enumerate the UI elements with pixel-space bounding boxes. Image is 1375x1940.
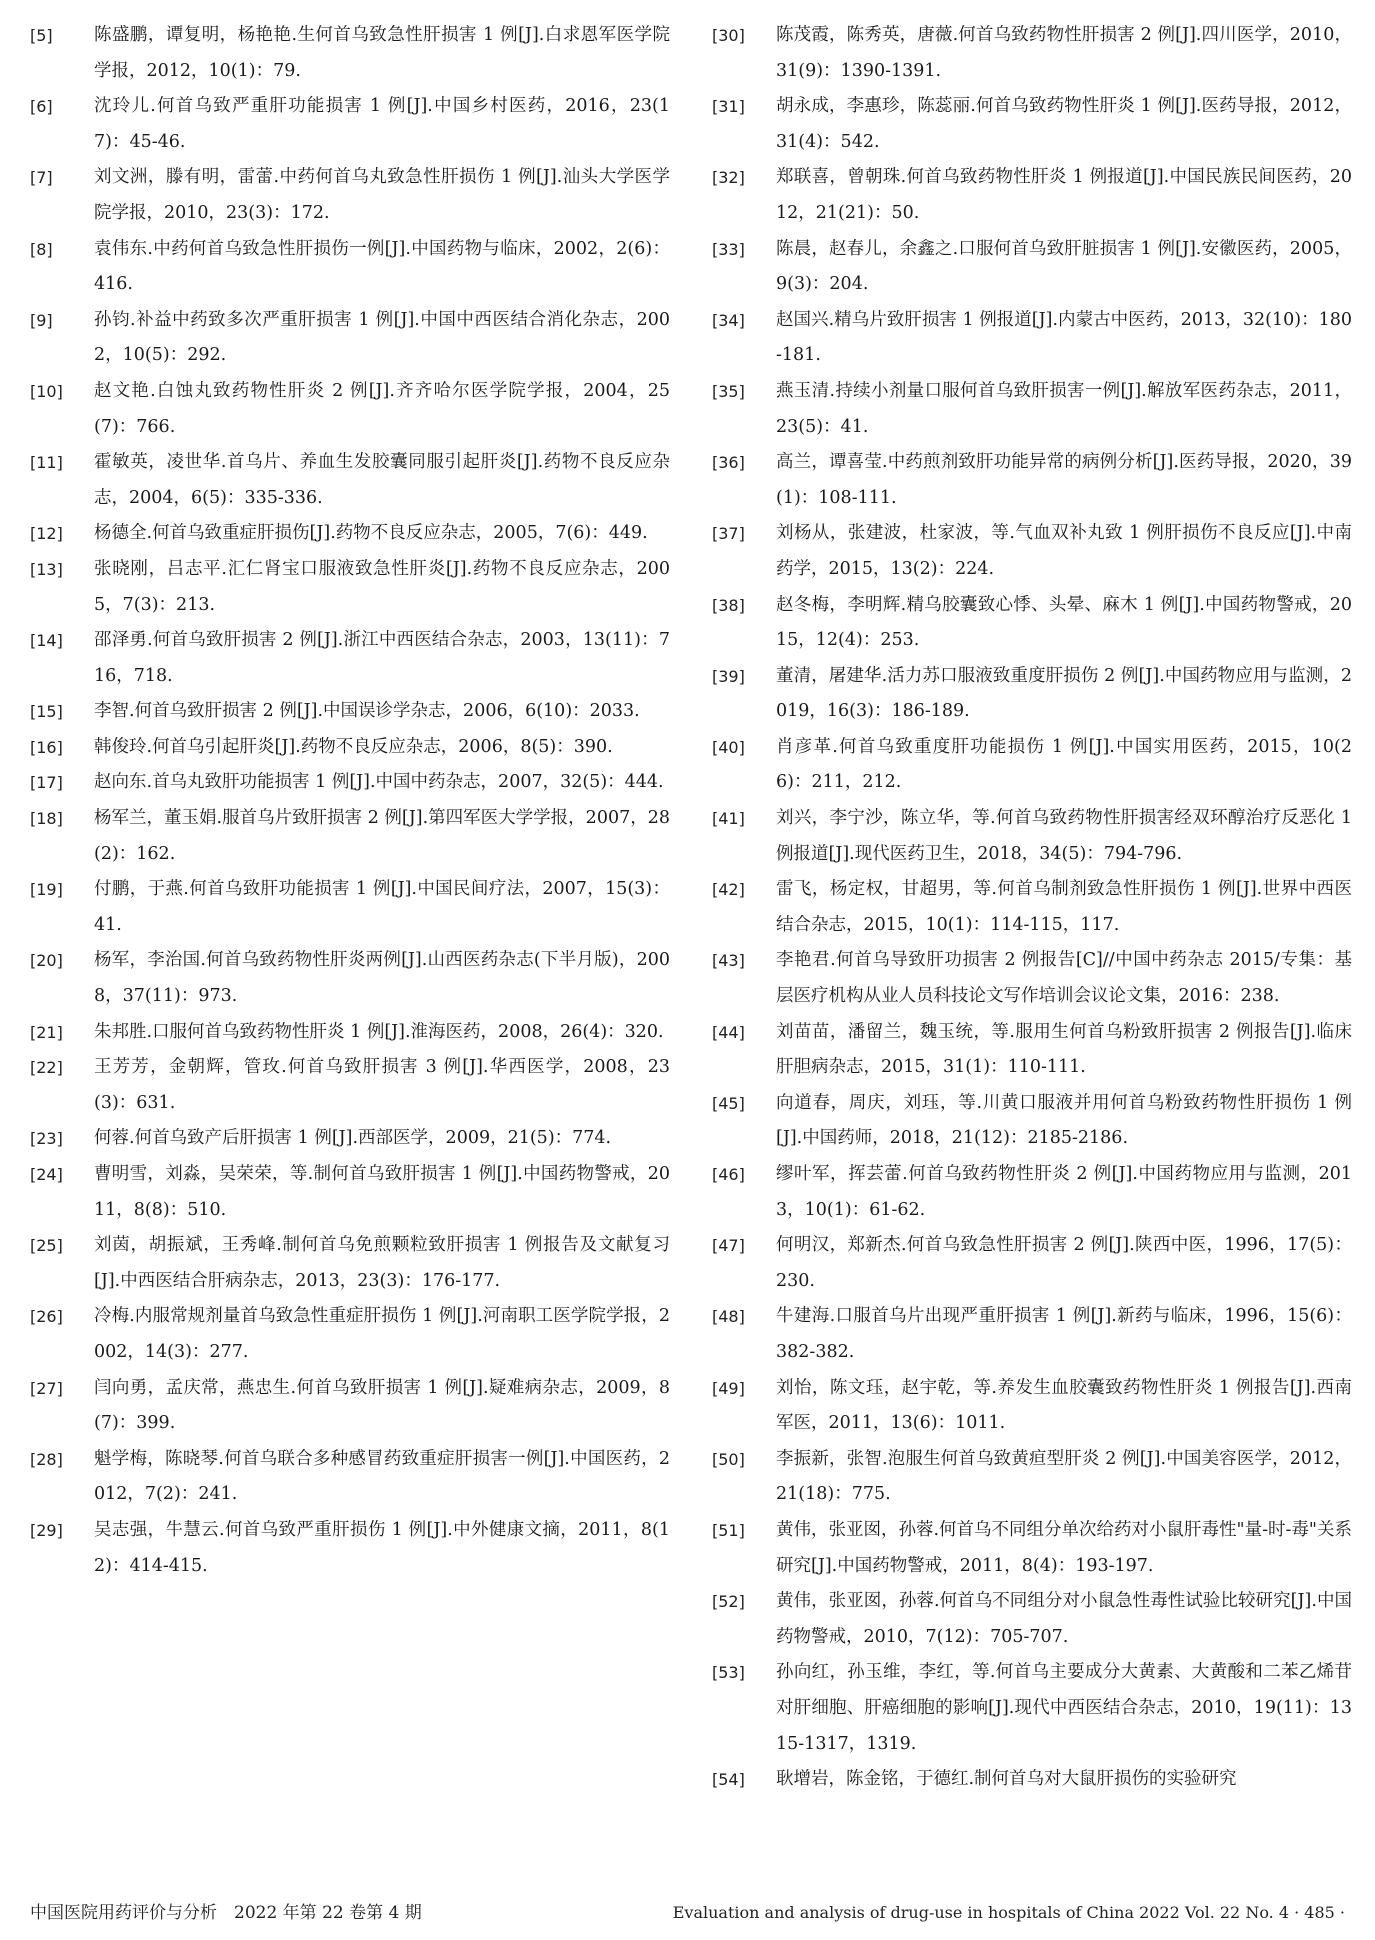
- reference-number: [44]: [712, 1022, 745, 1042]
- reference-text: 闫向勇，孟庆常，燕忠生.何首乌致肝损害 1 例[J].疑难病杂志，2009，8(7)：399.: [94, 1377, 670, 1434]
- reference-item: [30, 445, 670, 516]
- reference-text: 雷飞，杨定权，甘超男，等.何首乌制剂致急性肝损伤 1 例[J].世界中西医结合杂志，2015，10(1)：114-115，117.: [776, 879, 1352, 935]
- reference-item: [30, 943, 670, 1014]
- reference-number: [20]: [30, 951, 63, 971]
- reference-number: [29]: [30, 1520, 63, 1540]
- reference-text: 刘文洲，滕有明，雷蕾.中药何首乌丸致急性肝损伤 1 例[J].汕头大学医学院学报，2010，23(3)：172.: [94, 167, 670, 223]
- reference-number: [12]: [30, 524, 63, 544]
- reference-item: [30, 1371, 670, 1442]
- reference-number: [10]: [30, 381, 63, 401]
- reference-text: 李艳君.何首乌导致肝功损害 2 例报告[C]//中国中药杂志 2015/专集：基层医疗机构从业人员科技论文写作培训会议论文集，2016：238.: [776, 950, 1352, 1007]
- reference-item: [712, 160, 1352, 231]
- reference-number: [50]: [712, 1449, 745, 1469]
- reference-number: [28]: [30, 1449, 63, 1469]
- reference-number: [37]: [712, 524, 745, 544]
- reference-item: [30, 730, 670, 766]
- reference-item: [712, 588, 1352, 659]
- reference-text: 杨德全.何首乌致重症肝损伤[J].药物不良反应杂志，2005，7(6)：449.: [94, 523, 648, 544]
- reference-text: 朱邦胜.口服何首乌致药物性肝炎 1 例[J].淮海医药，2008，26(4)：320.: [94, 1021, 664, 1042]
- reference-text: 肖彦革.何首乌致重度肝功能损伤 1 例[J].中国实用医药，2015，10(26)：211，212.: [776, 736, 1352, 793]
- reference-item: [30, 552, 670, 623]
- reference-number: [24]: [30, 1165, 63, 1184]
- reference-item: [712, 89, 1352, 160]
- reference-number: [32]: [712, 168, 745, 188]
- reference-item: [30, 765, 670, 801]
- reference-number: [23]: [30, 1129, 63, 1149]
- reference-item: [712, 801, 1352, 872]
- reference-text: 黄伟，张亚囡，孙蓉.何首乌不同组分对小鼠急性毒性试验比较研究[J].中国药物警戒，2010，7(12)：705-707.: [776, 1591, 1352, 1647]
- reference-text: 刘怡，陈文珏，赵宇乾，等.养发生血胶囊致药物性肝炎 1 例报告[J].西南军医，2011，13(6)：1011.: [776, 1377, 1352, 1434]
- journal-issue-info: 中国医院用药评价与分析 2022 年第 22 卷第 4 期: [30, 1903, 422, 1923]
- reference-number: [33]: [712, 239, 745, 259]
- reference-number: [22]: [30, 1058, 63, 1078]
- reference-item: [30, 872, 670, 943]
- reference-text: 霍敏英，凌世华.首乌片、养血生发胶囊同服引起肝炎[J].药物不良反应杂志，2004，6(5)：335-336.: [94, 452, 670, 508]
- reference-text: 陈晨，赵春儿，余鑫之.口服何首乌致肝脏损害 1 例[J].安徽医药，2005，9(3)：204.: [776, 238, 1352, 295]
- reference-number: [19]: [30, 880, 63, 900]
- reference-text: 孙向红，孙玉维，李红，等.何首乌主要成分大黄素、大黄酸和二苯乙烯苷对肝细胞、肝癌细胞的影响[J].现代中西医结合杂志，2010，19(11)：1315-1317，1319.: [776, 1662, 1352, 1754]
- reference-text: 吴志强，牛慧云.何首乌致严重肝损伤 1 例[J].中外健康文摘，2011，8(12)：414-415.: [94, 1519, 670, 1576]
- reference-item: [712, 1086, 1352, 1157]
- reference-text: 何蓉.何首乌致产后肝损害 1 例[J].西部医学，2009，21(5)：774.: [94, 1128, 612, 1149]
- reference-text: 陈茂霞，陈秀英，唐薇.何首乌致药物性肝损害 2 例[J].四川医学，2010，31(9)：1390-1391.: [776, 25, 1352, 81]
- reference-text: 刘兴，李宁沙，陈立华，等.何首乌致药物性肝损害经双环醇治疗反恶化 1 例报道[J].现代医药卫生，2018，34(5)：794-796.: [776, 808, 1352, 864]
- reference-item: [712, 943, 1352, 1014]
- reference-item: [712, 303, 1352, 374]
- reference-number: [8]: [30, 239, 53, 259]
- reference-number: [38]: [712, 595, 745, 615]
- reference-item: [30, 801, 670, 872]
- reference-item: [30, 623, 670, 694]
- reference-list-left: [30, 18, 670, 1584]
- reference-number: [5]: [30, 26, 53, 45]
- reference-number: [45]: [712, 1093, 745, 1113]
- reference-item: [712, 872, 1352, 943]
- reference-number: [40]: [712, 737, 745, 757]
- reference-number: [47]: [712, 1236, 745, 1256]
- reference-item: [712, 1442, 1352, 1513]
- reference-number: [36]: [712, 453, 745, 473]
- reference-number: [14]: [30, 631, 63, 651]
- reference-text: 赵文艳.白蚀丸致药物性肝炎 2 例[J].齐齐哈尔医学院学报，2004，25(7)：766.: [94, 380, 670, 437]
- reference-item: [30, 89, 670, 160]
- reference-item: [30, 1513, 670, 1584]
- reference-text: 刘茵，胡振斌，王秀峰.制何首乌免煎颗粒致肝损害 1 例报告及文献复习[J].中西医结合肝病杂志，2013，23(3)：176-177.: [94, 1235, 670, 1291]
- reference-text: 魁学梅，陈晓琴.何首乌联合多种感冒药致重症肝损害一例[J].中国医药，2012，7(2)：241.: [94, 1448, 670, 1505]
- reference-item: [30, 303, 670, 374]
- journal-english-title-page-number: Evaluation and analysis of drug-use in hospitals of China 2022 Vol. 22 No. 4 · 485 ·: [672, 1903, 1345, 1922]
- reference-item: [712, 1157, 1352, 1228]
- reference-number: [35]: [712, 381, 745, 401]
- reference-text: 胡永成，李惠珍，陈蕊丽.何首乌致药物性肝炎 1 例[J].医药导报，2012，31(4)：542.: [776, 96, 1352, 152]
- reference-text: 赵向东.首乌丸致肝功能损害 1 例[J].中国中药杂志，2007，32(5)：444.: [94, 772, 664, 793]
- reference-text: 缪叶军，挥芸蕾.何首乌致药物性肝炎 2 例[J].中国药物应用与监测，2013，10(1)：61-62.: [776, 1164, 1352, 1220]
- reference-number: [17]: [30, 773, 63, 793]
- reference-number: [21]: [30, 1022, 63, 1042]
- reference-number: [52]: [712, 1592, 745, 1612]
- reference-text: 黄伟，张亚囡，孙蓉.何首乌不同组分单次给药对小鼠肝毒性"量-时-毒"关系研究[J].中国药物警戒，2011，8(4)：193-197.: [776, 1519, 1352, 1576]
- reference-number: [25]: [30, 1236, 63, 1256]
- reference-number: [9]: [30, 310, 53, 330]
- reference-number: [53]: [712, 1663, 745, 1683]
- reference-item: [30, 232, 670, 303]
- reference-number: [43]: [712, 951, 745, 971]
- reference-item: [30, 18, 670, 89]
- reference-text: 董清，屠建华.活力苏口服液致重度肝损伤 2 例[J].中国药物应用与监测，2019，16(3)：186-189.: [776, 665, 1352, 722]
- reference-text: 刘苗苗，潘留兰，魏玉统，等.服用生何首乌粉致肝损害 2 例报告[J].临床肝胆病杂志，2015，31(1)：110-111.: [776, 1021, 1352, 1078]
- reference-text: 何明汉，郑新杰.何首乌致急性肝损害 2 例[J].陕西中医，1996，17(5)：230.: [776, 1235, 1352, 1291]
- reference-item: [712, 1513, 1352, 1584]
- reference-text: 张晓刚，吕志平.汇仁肾宝口服液致急性肝炎[J].药物不良反应杂志，2005，7(3)：213.: [94, 558, 670, 615]
- reference-text: 向道春，周庆，刘珏，等.川黄口服液并用何首乌粉致药物性肝损伤 1 例[J].中国药师，2018，21(12)：2185-2186.: [776, 1092, 1352, 1149]
- reference-item: [30, 694, 670, 730]
- reference-item: [712, 1228, 1352, 1299]
- reference-number: [48]: [712, 1307, 745, 1327]
- reference-number: [51]: [712, 1520, 745, 1540]
- reference-number: [42]: [712, 880, 745, 900]
- reference-text: 付鹏，于燕.何首乌致肝功能损害 1 例[J].中国民间疗法，2007，15(3)：41.: [94, 879, 670, 935]
- reference-number: [39]: [712, 666, 745, 686]
- reference-item: [712, 1015, 1352, 1086]
- reference-number: [30]: [712, 26, 745, 45]
- reference-text: 燕玉清.持续小剂量口服何首乌致肝损害一例[J].解放军医药杂志，2011，23(5)：41.: [776, 380, 1352, 437]
- reference-number: [16]: [30, 737, 63, 757]
- reference-item: [30, 1121, 670, 1157]
- reference-number: [11]: [30, 453, 63, 473]
- reference-number: [18]: [30, 809, 63, 829]
- reference-item: [712, 1371, 1352, 1442]
- reference-item: [712, 1655, 1352, 1762]
- reference-item: [712, 1299, 1352, 1370]
- reference-number: [7]: [30, 168, 53, 188]
- reference-text: 冷梅.内服常规剂量首乌致急性重症肝损伤 1 例[J].河南职工医学院学报，2002，14(3)：277.: [94, 1306, 670, 1362]
- reference-item: [30, 160, 670, 231]
- page-footer: [30, 1898, 1345, 1928]
- reference-text: 刘杨从，张建波，杜家波，等.气血双补丸致 1 例肝损伤不良反应[J].中南药学，2015，13(2)：224.: [776, 523, 1352, 579]
- reference-item: [30, 1299, 670, 1370]
- reference-item: [30, 374, 670, 445]
- reference-text: 郑联喜，曾朝珠.何首乌致药物性肝炎 1 例报道[J].中国民族民间医药，2012，21(21)：50.: [776, 167, 1352, 223]
- reference-item: [30, 1228, 670, 1299]
- reference-item: [712, 18, 1352, 89]
- reference-item: [30, 1442, 670, 1513]
- reference-list-right: [712, 18, 1352, 1798]
- reference-number: [15]: [30, 702, 63, 722]
- reference-number: [26]: [30, 1307, 63, 1327]
- reference-number: [27]: [30, 1378, 63, 1398]
- reference-text: 韩俊玲.何首乌引起肝炎[J].药物不良反应杂志，2006，8(5)：390.: [94, 736, 613, 757]
- reference-text: 李智.何首乌致肝损害 2 例[J].中国误诊学杂志，2006，6(10)：2033.: [94, 701, 640, 722]
- reference-number: [46]: [712, 1165, 745, 1184]
- reference-text: 陈盛鹏，谭复明，杨艳艳.生何首乌致急性肝损害 1 例[J].白求恩军医学院学报，2012，10(1)：79.: [94, 25, 670, 81]
- reference-number: [54]: [712, 1770, 745, 1790]
- reference-item: [712, 374, 1352, 445]
- reference-number: [49]: [712, 1378, 745, 1398]
- reference-item: [30, 1050, 670, 1121]
- reference-item: [30, 1157, 670, 1228]
- reference-number: [13]: [30, 559, 63, 579]
- reference-text: 杨军兰，董玉娟.服首乌片致肝损害 2 例[J].第四军医大学学报，2007，28(2)：162.: [94, 808, 670, 864]
- reference-item: [30, 516, 670, 552]
- reference-item: [712, 730, 1352, 801]
- reference-text: 孙钧.补益中药致多次严重肝损害 1 例[J].中国中西医结合消化杂志，2002，10(5)：292.: [94, 309, 670, 366]
- reference-text: 李振新，张智.泡服生何首乌致黄疸型肝炎 2 例[J].中国美容医学，2012，21(18)：775.: [776, 1448, 1352, 1505]
- reference-text: 赵冬梅，李明辉.精乌胶囊致心悸、头晕、麻木 1 例[J].中国药物警戒，2015，12(4)：253.: [776, 594, 1352, 651]
- reference-text: 赵国兴.精乌片致肝损害 1 例报道[J].内蒙古中医药，2013，32(10)：180-181.: [776, 309, 1352, 366]
- reference-item: [712, 1584, 1352, 1655]
- reference-text: 邵泽勇.何首乌致肝损害 2 例[J].浙江中西医结合杂志，2003，13(11)：716，718.: [94, 630, 670, 686]
- reference-text: 杨军，李治国.何首乌致药物性肝炎两例[J].山西医药杂志(下半月版)，2008，37(11)：973.: [94, 950, 670, 1007]
- reference-item: [712, 659, 1352, 730]
- reference-number: [34]: [712, 310, 745, 330]
- reference-text: 牛建海.口服首乌片出现严重肝损害 1 例[J].新药与临床，1996，15(6)：382-382.: [776, 1306, 1352, 1362]
- reference-item: [712, 1762, 1352, 1798]
- reference-text: 沈玲儿.何首乌致严重肝功能损害 1 例[J].中国乡村医药，2016，23(17)：45-46.: [94, 96, 670, 152]
- reference-text: 耿增岩，陈金铭，于德红.制何首乌对大鼠肝损伤的实验研究: [776, 1769, 1237, 1790]
- reference-item: [712, 445, 1352, 516]
- reference-text: 袁伟东.中药何首乌致急性肝损伤一例[J].中国药物与临床，2002，2(6)：416.: [94, 238, 670, 295]
- reference-number: [41]: [712, 809, 745, 829]
- reference-text: 高兰，谭喜莹.中药煎剂致肝功能异常的病例分析[J].医药导报，2020，39(1)：108-111.: [776, 452, 1352, 508]
- reference-item: [712, 232, 1352, 303]
- reference-item: [712, 516, 1352, 587]
- reference-item: [30, 1015, 670, 1051]
- reference-text: 曹明雪，刘淼，吴荣荣，等.制何首乌致肝损害 1 例[J].中国药物警戒，2011，8(8)：510.: [94, 1164, 670, 1220]
- reference-number: [6]: [30, 97, 53, 117]
- reference-number: [31]: [712, 97, 745, 117]
- reference-text: 王芳芳，金朝辉，管玫.何首乌致肝损害 3 例[J].华西医学，2008，23(3)：631.: [94, 1057, 670, 1113]
